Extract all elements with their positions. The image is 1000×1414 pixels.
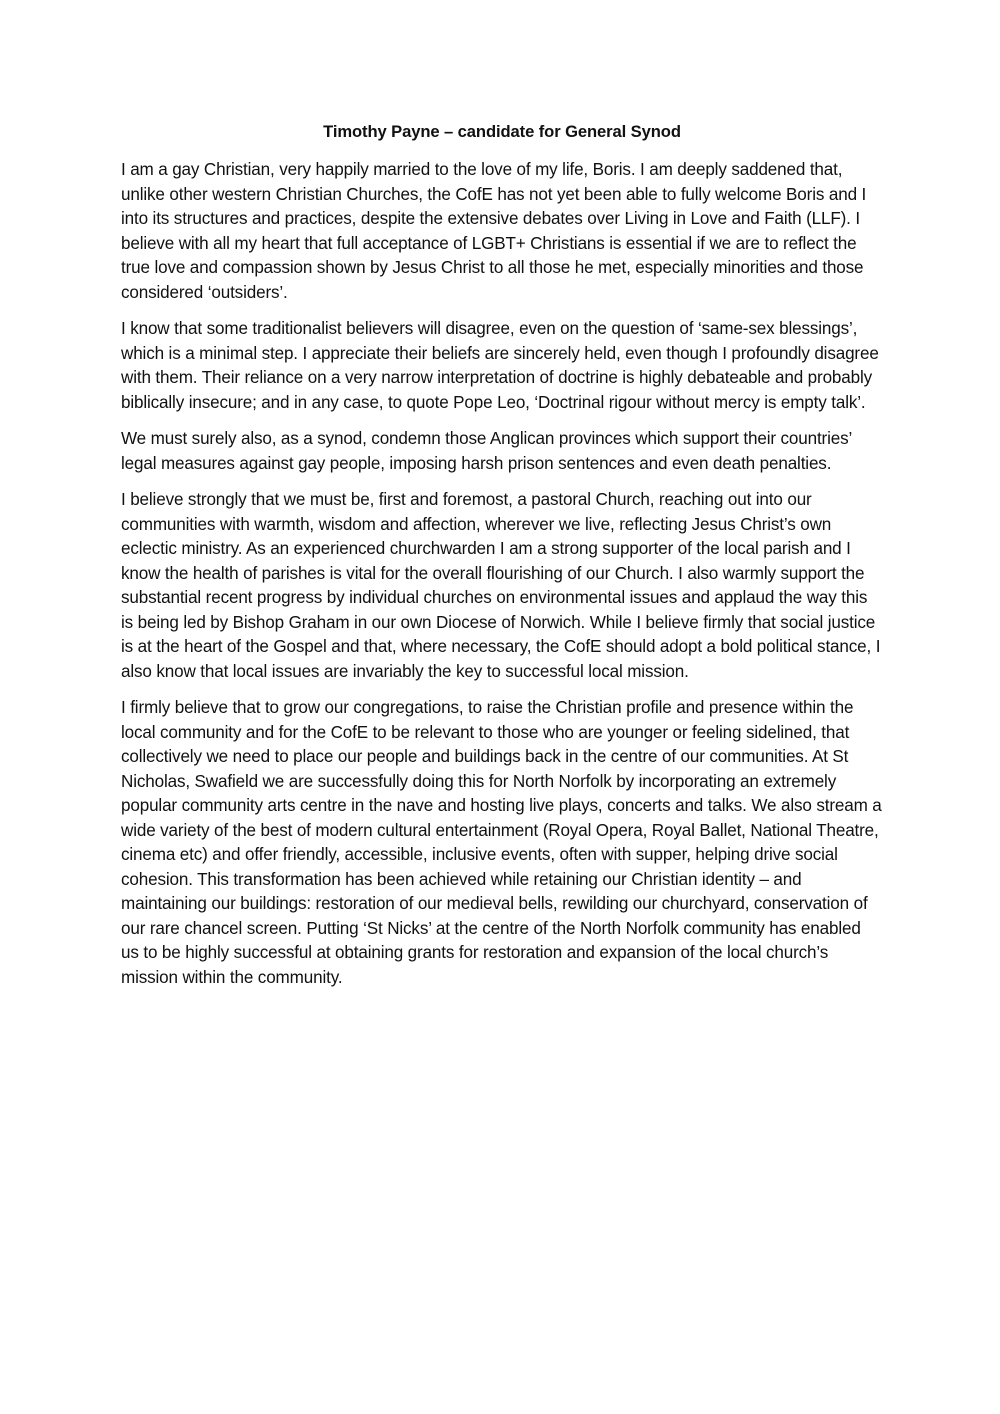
paragraph-anglican-provinces: We must surely also, as a synod, condemn those Anglican provinces which support their countries’ legal measures against gay people, imposing harsh prison sentences and even death penalties. (121, 429, 852, 473)
document-body (121, 118, 883, 1002)
paragraph-traditionalist-views: I know that some traditionalist believers will disagree, even on the question of ‘same-sex blessings’, which is a minimal step. I appreciate their beliefs are sincerely held, even though I profoundly disagree with them. Their reliance on a very narrow interpretation of doctrine is highly debateable and probably biblically insecure; and in any case, to quote Pope Leo, ‘Doctrinal rigour without mercy is empty talk’. (121, 319, 879, 412)
paragraph-grow-congregations: I firmly believe that to grow our congregations, to raise the Christian profile and presence within the local community and for the CofE to be relevant to those who are younger or feeling sidelined, that collectively we need to place our people and buildings back in the centre of our communities. At St Nicholas, Swafield we are successfully doing this for North Norfolk by incorporating an extremely popular community arts centre in the nave and hosting live plays, concerts and talks. We also stream a wide variety of the best of modern cultural entertainment (Royal Opera, Royal Ballet, National Theatre, cinema etc) and offer friendly, accessible, inclusive events, often with supper, helping drive social cohesion. This transformation has been achieved while retaining our Christian identity – and maintaining our buildings: restoration of our medieval bells, rewilding our churchyard, conservation of our rare chancel screen. Putting ‘St Nicks’ at the centre of the North Norfolk community has enabled us to be highly successful at obtaining grants for restoration and expansion of the local church’s mission within the community. (121, 698, 882, 987)
paragraph-lgbt-acceptance: I am a gay Christian, very happily married to the love of my life, Boris. I am deeply saddened that, unlike other western Christian Churches, the CofE has not yet been able to fully welcome Boris and I into its structures and practices, despite the extensive debates over Living in Love and Faith (LLF). I believe with all my heart that full acceptance of LGBT+ Christians is essential if we are to reflect the true love and compassion shown by Jesus Christ to all those he met, especially minorities and those considered ‘outsiders’. (121, 160, 867, 302)
paragraph-pastoral-church: I believe strongly that we must be, first and foremost, a pastoral Church, reaching out into our communities with warmth, wisdom and affection, wherever we live, reflecting Jesus Christ’s own eclectic ministry. As an experienced churchwarden I am a strong supporter of the local parish and I know the health of parishes is vital for the overall flourishing of our Church. I also warmly support the substantial recent progress by individual churches on environmental issues and applaud the way this is being led by Bishop Graham in our own Diocese of Norwich. While I believe firmly that social justice is at the heart of the Gospel and that, where necessary, the CofE should adopt a bold political stance, I also know that local issues are invariably the key to successful local mission. (121, 490, 881, 681)
document-title: Timothy Payne – candidate for General Synod (323, 122, 681, 141)
